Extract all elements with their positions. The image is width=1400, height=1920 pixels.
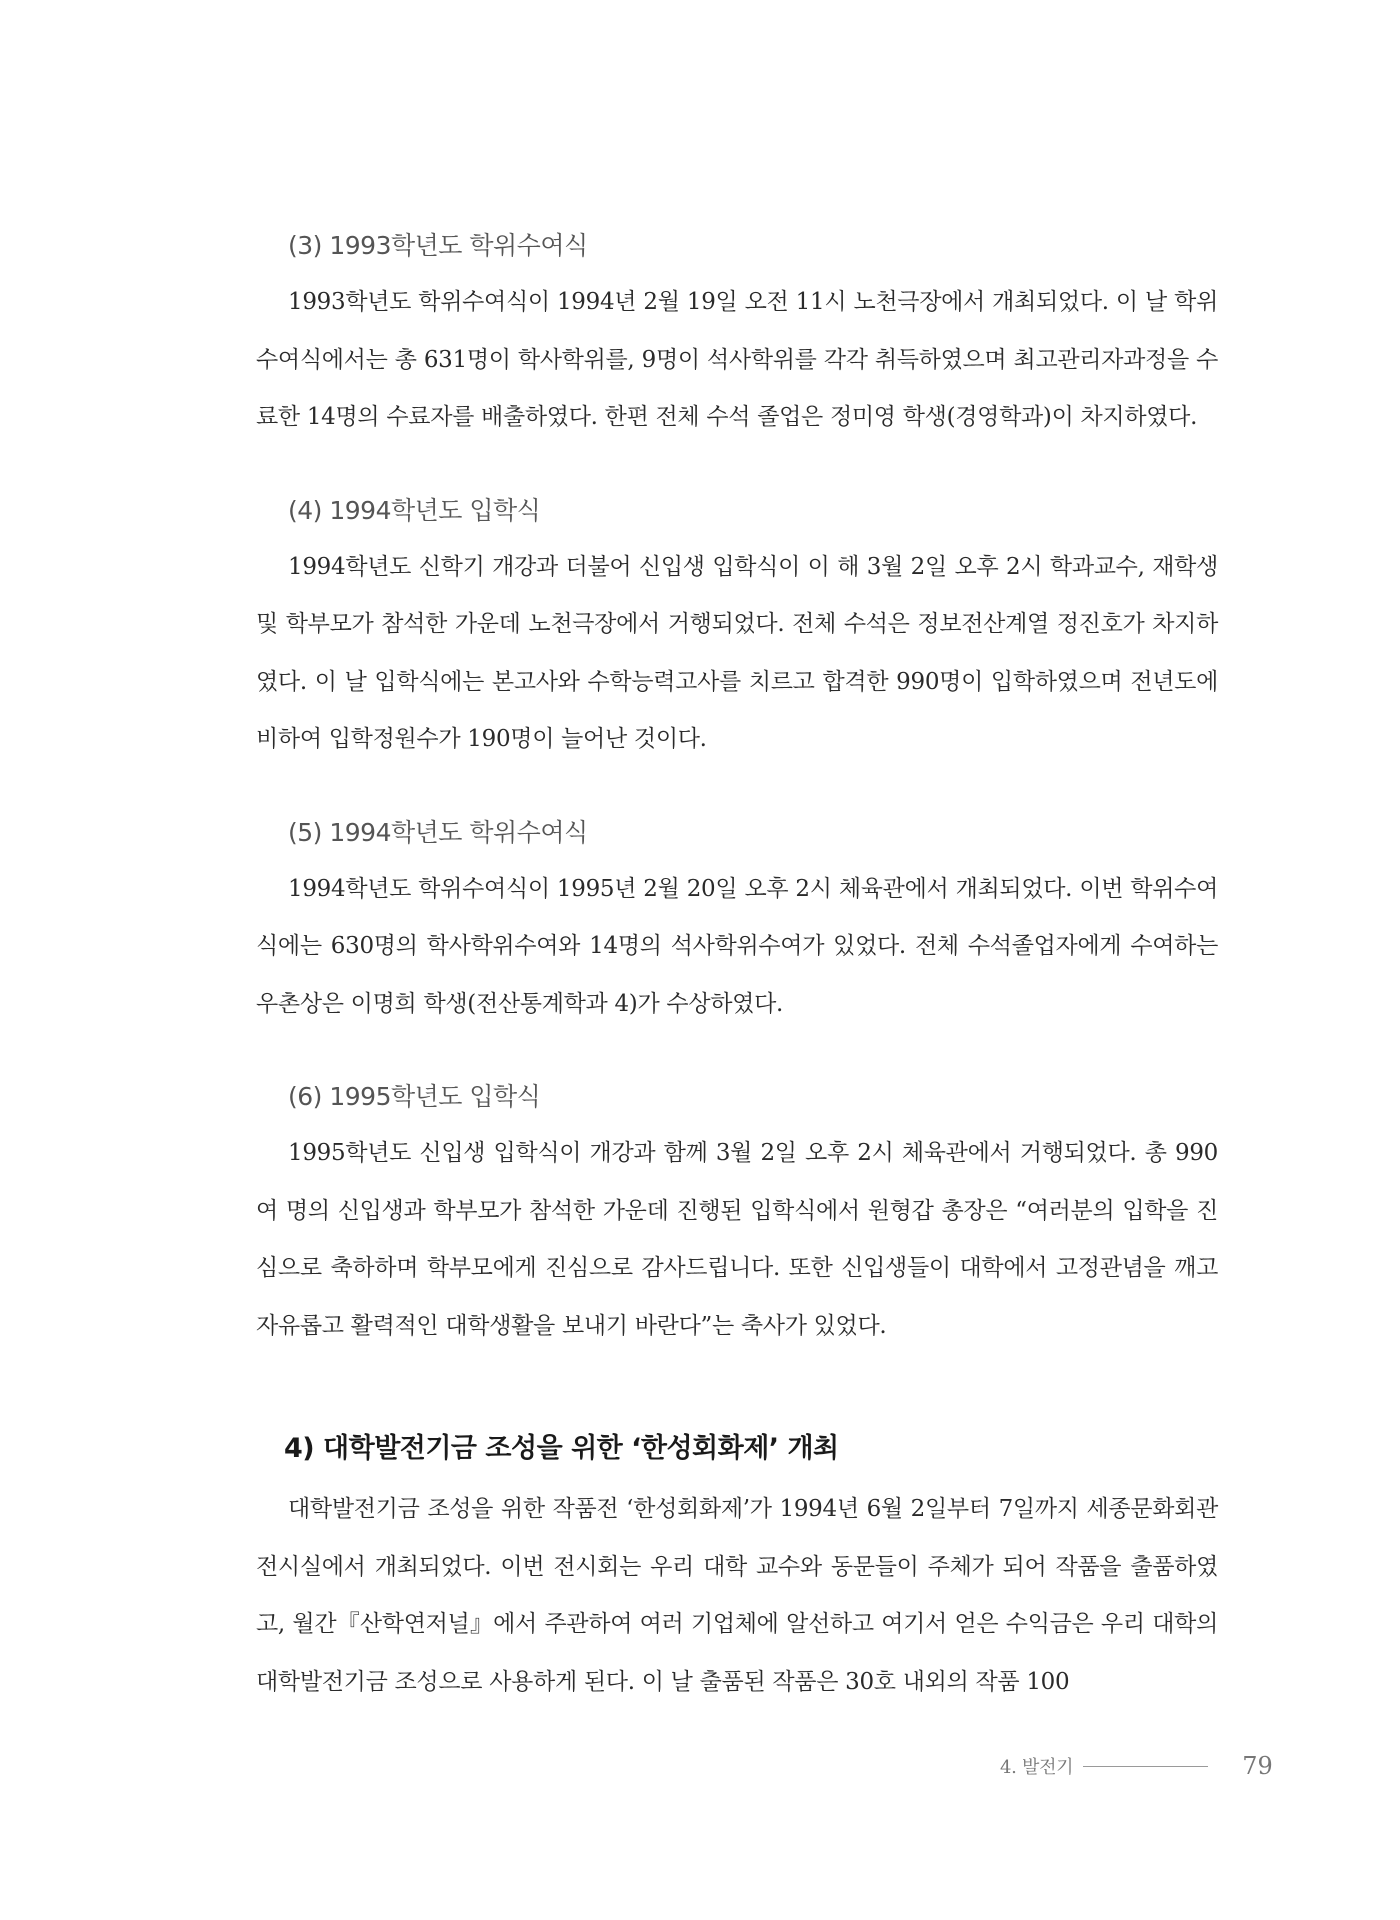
- section-1994-graduation: [256, 813, 1218, 1034]
- section-paragraph: 1993학년도 학위수여식이 1994년 2월 19일 오전 11시 노천극장에서 개최되었다. 이 날 학위수여식에서는 총 631명이 학사학위를, 9명이 석사학위를 각각 취득하였으며 최고관리자과정을 수료한 14명의 수료자를 배출하였다. 한편 전체 수석 졸업은 정미영 학생(경영학과)이 차지하였다.: [256, 289, 1218, 430]
- section-paragraph: 1995학년도 신입생 입학식이 개강과 함께 3월 2일 오후 2시 체육관에서 거행되었다. 총 990여 명의 신입생과 학부모가 참석한 가운데 진행된 입학식에서 원형갑 총장은 “여러분의 입학을 진심으로 축하하며 학부모에게 진심으로 감사드립니다. 또한 신입생들이 대학에서 고정관념을 깨고 자유롭고 활력적인 대학생활을 보내기 바란다”는 축사가 있었다.: [256, 1140, 1218, 1339]
- section-1995-entrance: [256, 1077, 1218, 1355]
- section-heading: (5) 1994학년도 학위수여식: [288, 817, 588, 847]
- section-hansung-art-festival: [256, 1425, 1218, 1711]
- page-footer: [1000, 1748, 1290, 1784]
- section-heading: (4) 1994학년도 입학식: [288, 495, 541, 525]
- footer-divider: [1083, 1766, 1208, 1767]
- page-body: [256, 226, 1218, 1711]
- section-paragraph: 1994학년도 학위수여식이 1995년 2월 20일 오후 2시 체육관에서 개최되었다. 이번 학위수여식에는 630명의 학사학위수여와 14명의 석사학위수여가 있었다. 전체 수석졸업자에게 수여하는 우촌상은 이명희 학생(전산통계학과 4)가 수상하였다.: [256, 875, 1218, 1017]
- major-section-paragraph: 대학발전기금 조성을 위한 작품전 ‘한성회화제’가 1994년 6월 2일부터 7일까지 세종문화회관 전시실에서 개최되었다. 이번 전시회는 우리 대학 교수와 동문들이 주체가 되어 작품을 출품하였고, 월간『산학연저널』에서 주관하여 여러 기업체에 알선하고 여기서 얻은 수익금은 우리 대학의 대학발전기금 조성으로 사용하게 된다. 이 날 출품된 작품은 30호 내외의 작품 100: [256, 1496, 1218, 1695]
- section-heading: (6) 1995학년도 입학식: [288, 1082, 541, 1111]
- section-heading: (3) 1993학년도 학위수여식: [288, 231, 588, 260]
- section-1994-entrance: [256, 491, 1218, 769]
- footer-chapter-title: 4. 발전기: [1000, 1757, 1074, 1778]
- page-number: 79: [1242, 1752, 1273, 1780]
- section-1993-graduation: [256, 226, 1218, 447]
- section-paragraph: 1994학년도 신학기 개강과 더불어 신입생 입학식이 이 해 3월 2일 오후 2시 학과교수, 재학생 및 학부모가 참석한 가운데 노천극장에서 거행되었다. 전체 수석은 정보전산계열 정진호가 차지하였다. 이 날 입학식에는 본고사와 수학능력고사를 치르고 합격한 990명이 입학하였으며 전년도에 비하여 입학정원수가 190명이 늘어난 것이다.: [256, 553, 1218, 752]
- major-section-heading: 4) 대학발전기금 조성을 위한 ‘한성회화제’ 개최: [284, 1433, 839, 1464]
